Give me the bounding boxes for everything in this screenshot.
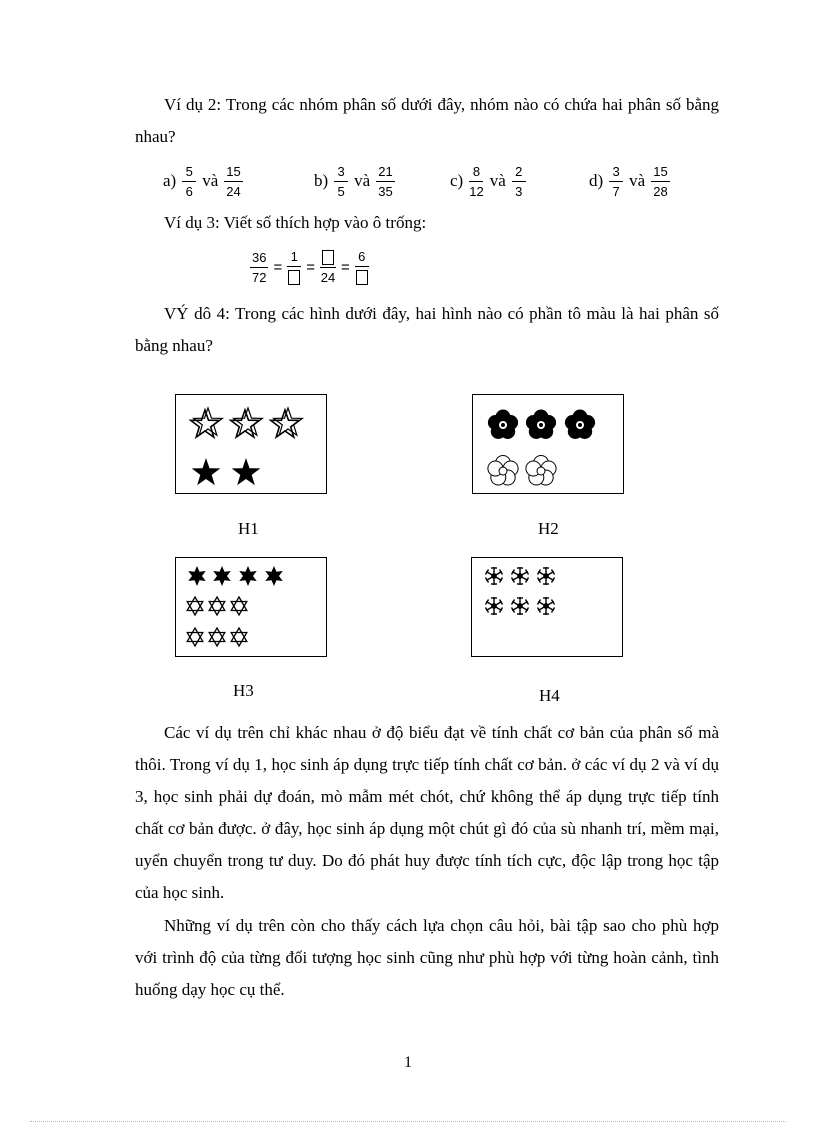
fraction: $\frac{15}{24}$ (226, 163, 241, 199)
figure-h4 (471, 557, 623, 657)
fraction: 6 (355, 249, 369, 285)
body-paragraph-1: Các ví dụ trên chỉ khác nhau ở độ biểu đạt về tính chất cơ bản của phân số mà thôi. Trong ví dụ 1, học sinh áp dụng trực tiếp tính chất cơ bản. ở các ví dụ 2 và ví dụ 3, học sinh phải dự đoán, mò mẫm mét chót, chứ không thể áp dụng trực tiếp tính chất cơ bản được. ở đây, học sinh áp dụng một chút gì đó của sù nhanh trí, mềm mại, uyển chuyển trong tư duy. Do đó phát huy được tính tích cực, độc lập trong học tập của học sinh. (135, 723, 719, 902)
six-point-star-icons (176, 558, 326, 656)
fraction: 24 (320, 249, 336, 285)
page-number: 1 (404, 1054, 412, 1071)
snowflake-icons (472, 558, 624, 656)
figure-h4-label: H4 (539, 686, 560, 705)
body-paragraph-2: Những ví dụ trên còn cho thấy cách lựa chọn câu hỏi, bài tập sao cho phù hợp với trình độ của từng đối tượng học sinh cũng như phù hợp với từng hoàn cảnh, tình huống dạy học cụ thể. (135, 916, 719, 999)
option-c: c) $\frac{8}{12}$ và $\frac{2}{3}$ (450, 158, 532, 204)
figure-h2-label: H2 (538, 519, 559, 538)
star-icons (176, 395, 326, 493)
flower-icons (473, 395, 623, 493)
fraction-equation: $\frac{36}{72}$ = 1 = 24 = 6 (248, 244, 371, 290)
figure-h2 (472, 394, 624, 494)
fraction: $\frac{3}{7}$ (609, 164, 623, 199)
fraction: $\frac{3}{5}$ (334, 164, 348, 199)
blank-box[interactable] (288, 270, 300, 285)
fraction: 1 (287, 249, 301, 285)
blank-box[interactable] (322, 250, 334, 265)
example-3-intro: Ví dụ 3: Viết số thích hợp vào ô trống: (164, 213, 427, 232)
option-a: a) $\frac{5}{6}$ và $\frac{15}{24}$ (163, 163, 241, 199)
figure-h3-label: H3 (233, 681, 254, 700)
fraction: $\frac{15}{28}$ (653, 163, 668, 199)
figure-h3 (175, 557, 327, 657)
fraction: $\frac{21}{35}$ (378, 163, 393, 199)
example-4-intro: VÝ dô 4: Trong các hình dưới đây, hai hình nào có phần tô màu là hai phân số bằng nhau? (135, 304, 719, 355)
option-d: d) $\frac{3}{7}$ và $\frac{15}{28}$ (589, 163, 668, 199)
option-b: b) $\frac{3}{5}$ và $\frac{21}{35}$ (314, 163, 393, 199)
fraction: $\frac{8}{12}$ (469, 163, 484, 199)
fraction: $\frac{5}{6}$ (182, 164, 196, 199)
figure-h1 (175, 394, 327, 494)
blank-box[interactable] (356, 270, 368, 285)
fraction: $\frac{36}{72}$ (252, 249, 267, 285)
figure-h1-label: H1 (238, 519, 259, 538)
footer-divider (30, 1121, 786, 1122)
example-2-intro: Ví dụ 2: Trong các nhóm phân số dưới đây, nhóm nào có chứa hai phân số bằng nhau? (135, 95, 719, 146)
fraction: $\frac{2}{3}$ (512, 164, 526, 199)
